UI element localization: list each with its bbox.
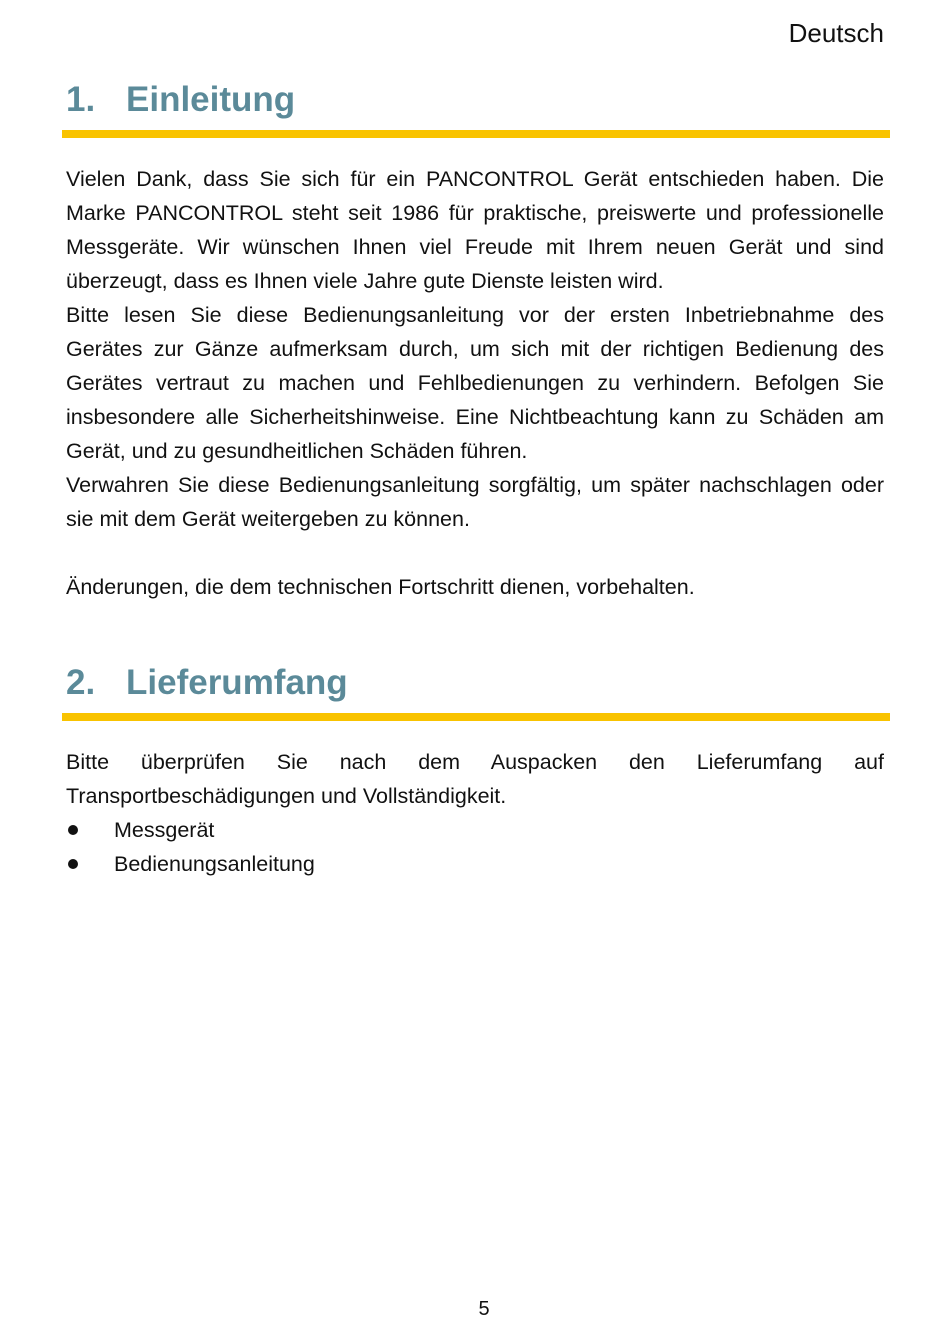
list-item <box>66 813 884 847</box>
bullet-icon <box>68 825 78 835</box>
section-einleitung-body <box>66 162 884 604</box>
section-rule <box>62 130 890 138</box>
spacer <box>66 536 884 570</box>
section-lieferumfang <box>66 661 884 705</box>
paragraph: Bitte lesen Sie diese Bedienungsanleitung vor der ersten Inbetriebnahme des Gerätes zur Gänze aufmerksam durch, um sich mit der richtigen Bedienung des Gerätes vertraut zu machen und Fehlbedienungen zu verhindern. Befolgen Sie insbesondere alle Sicherheitshinweise. Eine Nichtbeachtung kann zu Schäden am Gerät, und zu gesundheitlichen Schäden führen. <box>66 303 884 463</box>
bullet-icon <box>68 859 78 869</box>
section-title: Einleitung <box>126 80 296 119</box>
paragraph: Änderungen, die dem technischen Fortschritt dienen, vorbehalten. <box>66 575 695 599</box>
section-heading <box>66 78 884 122</box>
delivery-list <box>66 813 884 881</box>
section-number: 1. <box>66 80 96 119</box>
paragraph: Vielen Dank, dass Sie sich für ein PANCONTROL Gerät entschieden haben. Die Marke PANCONTROL steht seit 1986 für praktische, preiswerte und professionelle Messgeräte. Wir wünschen Ihnen viel Freude mit Ihrem neuen Gerät und sind überzeugt, dass es Ihnen viele Jahre gute Dienste leisten wird. <box>66 167 884 293</box>
list-item <box>66 847 884 881</box>
section-einleitung <box>66 78 884 122</box>
section-lieferumfang-body <box>66 745 884 881</box>
page-language-label: Deutsch <box>788 18 884 48</box>
section-heading <box>66 661 884 705</box>
list-item-label: Bedienungsanleitung <box>114 852 315 876</box>
paragraph: Bitte überprüfen Sie nach dem Auspacken den Lieferumfang auf Transportbeschädigungen und Vollständigkeit. <box>66 750 884 808</box>
page-number: 5 <box>478 1298 490 1320</box>
list-item-label: Messgerät <box>114 818 215 842</box>
section-title: Lieferumfang <box>126 663 348 702</box>
section-number: 2. <box>66 663 96 702</box>
section-rule <box>62 713 890 721</box>
paragraph: Verwahren Sie diese Bedienungsanleitung sorgfältig, um später nachschlagen oder sie mit dem Gerät weitergeben zu können. <box>66 473 884 531</box>
